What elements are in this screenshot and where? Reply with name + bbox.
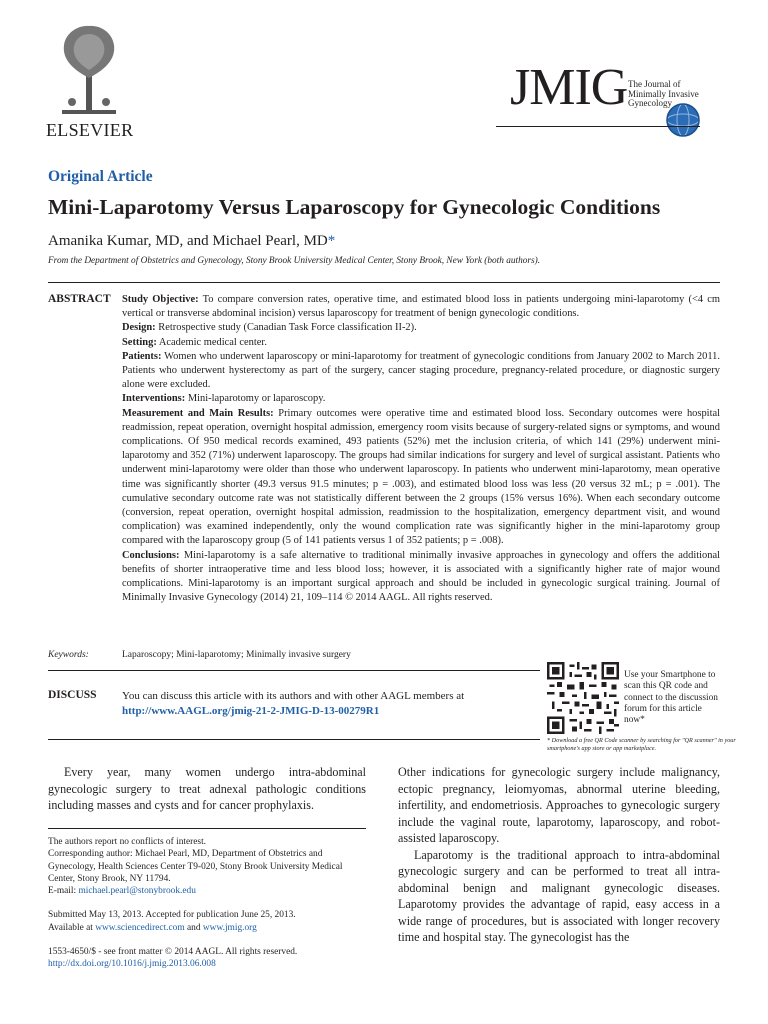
journal-logo-text: JMIG — [510, 59, 628, 116]
globe-icon — [665, 102, 701, 138]
discuss-text: You can discuss this article with its authors and with other AAGL members at http://www.AAGL.org/jmig-21-2-JMIG-D-13-00279R1 — [122, 690, 465, 717]
abstract-design: Design: Retrospective study (Canadian Task Force classification II-2). — [122, 322, 417, 334]
jmig-link[interactable]: www.jmig.org — [202, 922, 257, 933]
abstract-body — [122, 293, 720, 605]
keywords-label: Keywords: — [48, 650, 89, 660]
header-rule — [496, 126, 700, 127]
conflict-statement: The authors report no conflicts of interest. — [48, 837, 207, 847]
email-line: E-mail: michael.pearl@stonybrook.edu — [48, 886, 196, 897]
issn-line: 1553-4650/$ - see front matter © 2014 AAGL. All rights reserved. — [48, 947, 298, 958]
footnote-rule — [48, 828, 366, 829]
publisher-name: ELSEVIER — [46, 120, 134, 140]
affiliation: From the Department of Obstetrics and Gynecology, Stony Brook University Medical Center, Stony Brook, New York (both authors). — [48, 256, 541, 266]
body-paragraph: Laparotomy is the traditional approach to intra-abdominal gynecologic surgery and can be performed to treat all intra-abdominal benign and malignant gynecologic diseases. Laparotomy provides the advantage of rapid, easy access in a wide range of procedures, but is associated with longer recovery time and hospital stay. The gynecologist has the — [398, 847, 720, 944]
sciencedirect-link[interactable]: www.sciencedirect.com — [95, 922, 185, 933]
footnotes — [48, 836, 366, 971]
divider — [48, 282, 720, 283]
availability-line: Available at www.sciencedirect.com and www.jmig.org — [48, 922, 257, 933]
email-link[interactable]: michael.pearl@stonybrook.edu — [78, 886, 196, 897]
body-column-right — [398, 764, 720, 946]
article-authors: Amanika Kumar, MD, and Michael Pearl, MD* — [48, 233, 336, 249]
body-column-left — [48, 764, 366, 814]
abstract-conclusions: Conclusions: Mini-laparotomy is a safe alternative to traditional minimally invasive approaches in gynecology and offers the additional benefits of shorter intraoperative time and less blood loss; however, it is associated with a significantly higher rate of major wound complications. Mini-laparotomy is an important surgical approach and should be included in gynecologic surgical training. Journal of Minimally Invasive Gynecology (2014) 21, 109–114 © 2014 AAGL. All rights reserved. — [122, 549, 720, 604]
abstract-patients: Patients: Women who underwent laparoscopy or mini-laparotomy for treatment of gynecologic conditions from January 2002 to March 2011. Patients who underwent hysterectomy as part of the surgery, cancer staging procedure, pregnancy-related procedure, or diagnostic surgery alone were excluded. — [122, 350, 721, 391]
abstract-objective: Study Objective: To compare conversion rates, operative time, and estimated blood loss in patients undergoing mini-laparotomy (<4 cm vertical or transverse abdominal incision) versus laparoscopy for treatment of benign gynecologic conditions. — [122, 294, 720, 320]
qr-footnote: * Download a free QR Code scanner by searching for "QR scanner" in your smartphone's app store or app marketplace. — [547, 737, 736, 752]
author-footnote-mark[interactable]: * — [327, 233, 336, 249]
journal-subtitle: The Journal of Minimally Invasive Gynecology — [628, 79, 699, 108]
abstract-label: ABSTRACT — [48, 293, 111, 305]
abstract-interventions: Interventions: Mini-laparotomy or laparoscopy. — [122, 393, 326, 405]
article-type: Original Article — [48, 168, 153, 185]
discuss-label: DISCUSS — [48, 689, 97, 701]
body-paragraph: Every year, many women undergo intra-abdominal gynecologic surgery to treat adnexal pathologic conditions including masses and cysts and for cancer prophylaxis. — [48, 765, 366, 812]
elsevier-tree-logo — [54, 20, 124, 120]
corresponding-author: Corresponding author: Michael Pearl, MD, Department of Obstetrics and Gynecology, Health Sciences Center T9-020, Stony Brook University Medical Center, Stony Brook, NY 11794. — [48, 849, 343, 884]
article-title: Mini-Laparotomy Versus Laparoscopy for Gynecologic Conditions — [48, 195, 661, 219]
divider — [48, 739, 540, 740]
submission-dates: Submitted May 13, 2013. Accepted for publication June 25, 2013. — [48, 910, 296, 921]
divider — [48, 670, 540, 671]
qr-instructions: Use your Smartphone to scan this QR code and connect to the discussion forum for this article now* — [624, 670, 718, 726]
abstract-setting: Setting: Academic medical center. — [122, 336, 267, 348]
discuss-link[interactable]: http://www.AAGL.org/jmig-21-2-JMIG-D-13-00279R1 — [122, 705, 380, 717]
qr-code-icon[interactable] — [547, 662, 619, 734]
keywords-text: Laparoscopy; Mini-laparotomy; Minimally invasive surgery — [122, 650, 351, 660]
doi-link[interactable]: http://dx.doi.org/10.1016/j.jmig.2013.06.008 — [48, 959, 216, 970]
abstract-results: Measurement and Main Results: Primary outcomes were operative time and estimated blood loss. Secondary outcomes were hospital readmission, repeat operation, overnight hospital admission, emergency room visits because of surgery-related signs or symptoms, and wound complications. Of 950 medical records examined, 493 patients (52%) met the inclusion criteria, of which 141 (29%) underwent mini-laparotomy and 352 (71%) underwent laparoscopy. The groups had similar indications for surgery and level of surgical assistant. Patients who underwent mini-laparotomy were older than those who underwent laparoscopy. In patients who underwent mini-laparotomy, mean operative time was significantly shorter (49.3 versus 91.5 minutes; p = .003), and estimated blood loss was less (20 versus 32 mL; p = .001). The cumulative secondary outcome rate was not statistically different between the 2 groups (15% versus 16%). When each secondary outcome (conversion, repeat operation, overnight hospital admission, readmission to the hospitalization, emergency department visit, and wound complication) was examined independently, only the wound complication rate was significantly higher in the mini-laparotomy group compared with the laparoscopy group (5 of 141 patients versus 1 of 352 patients; p = .008). — [122, 407, 721, 547]
body-paragraph: Other indications for gynecologic surgery include malignancy, ectopic pregnancy, leiomyomas, abnormal uterine bleeding, infertility, and endometriosis. Approaches to gynecologic surgery include the vaginal route, laparotomy, laparoscopy, and robot-assisted laparoscopy. — [398, 765, 720, 845]
